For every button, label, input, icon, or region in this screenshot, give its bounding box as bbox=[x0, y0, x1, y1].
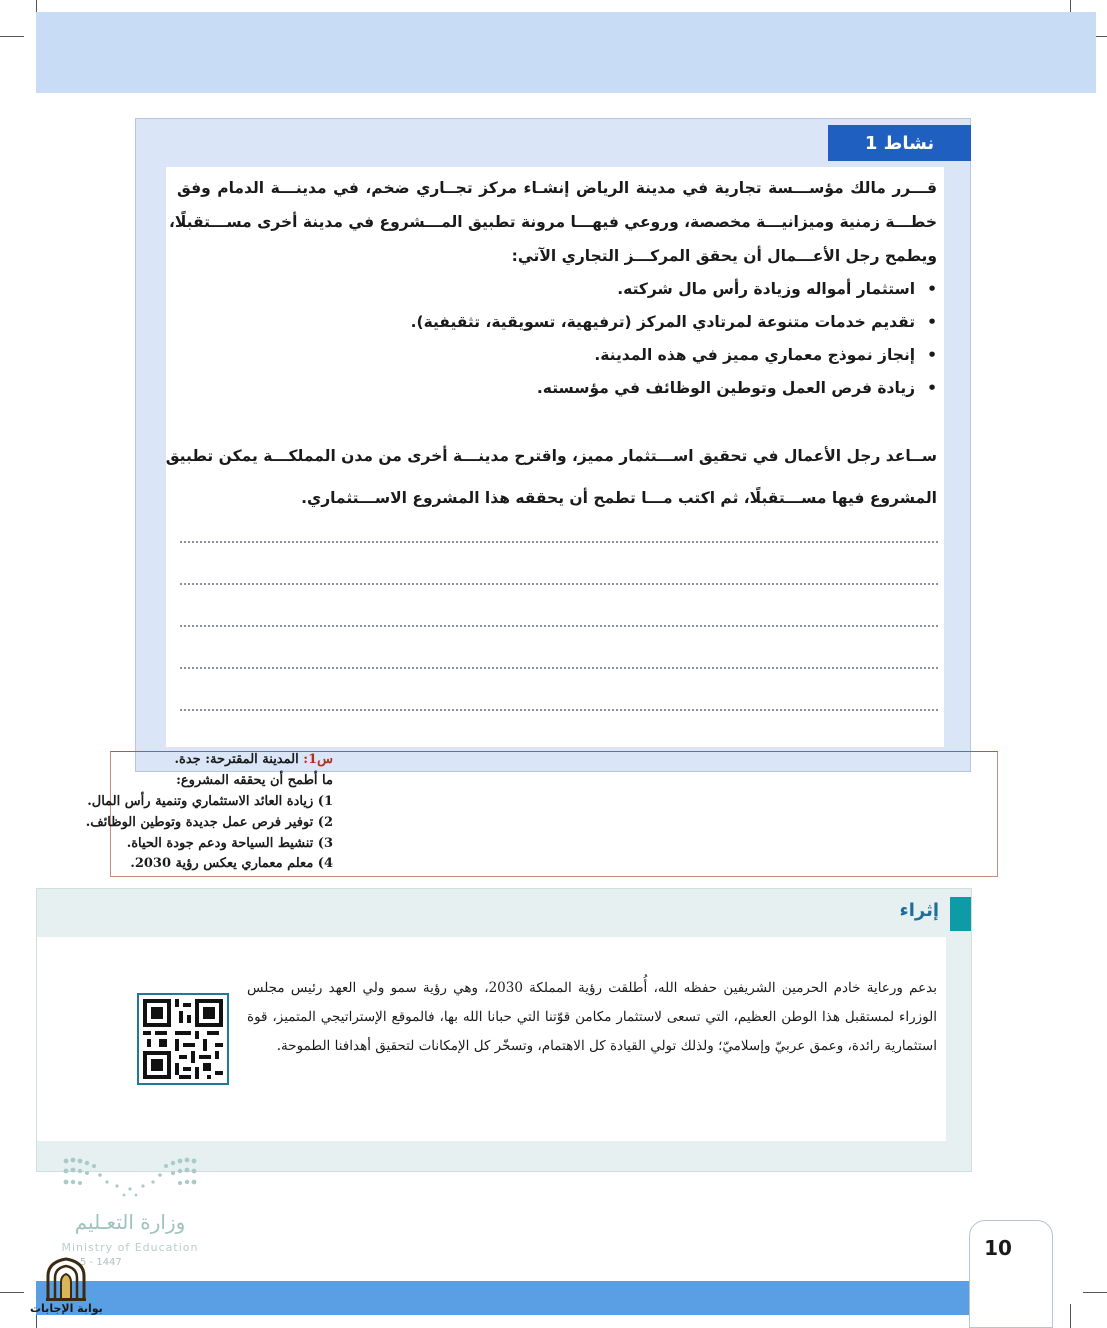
enrichment-text-line: الوزراء لمستقبل هذا الوطن العظيم، التي تسعى لاستثمار مكامن قوّتنا التي حبانا الله بها، فالموقع الإستراتيجي المتميز، قوة bbox=[247, 1009, 937, 1025]
answer-writing-line[interactable] bbox=[180, 667, 938, 669]
crop-mark bbox=[1083, 1292, 1107, 1293]
answer-item: 2) توفير فرص عمل جديدة وتوطين الوظائف. bbox=[85, 815, 333, 830]
answer-item: 4) معلم معماري يعكس رؤية 2030. bbox=[130, 856, 333, 871]
activity-paragraph-line: خطـــة زمنية وميزانيـــة مخصصة، وروعي فيهـــا مرونة تطبيق المـــشروع في مدينة أخرى مســـتقبلًا، bbox=[168, 213, 937, 231]
answer-line-city bbox=[174, 752, 333, 767]
answer-line-heading: ما أطمح أن يحققه المشروع: bbox=[176, 773, 333, 788]
answer-city-text: المدينة المقترحة: جدة. bbox=[174, 752, 299, 767]
gate-logo-label: بوابة الإجابات bbox=[30, 1302, 103, 1315]
activity-paragraph-line: ويطمح رجل الأعـــمال أن يحقق المركـــز التجاري الآتي: bbox=[511, 247, 937, 265]
answer-item: 1) زيادة العائد الاستثماري وتنمية رأس المال. bbox=[87, 794, 333, 809]
answer-writing-line[interactable] bbox=[180, 541, 938, 543]
qr-code-icon[interactable] bbox=[137, 993, 229, 1085]
activity-bullet-item: • تقديم خدمات متنوعة لمرتادي المركز (ترفيهية، تسويقية، تثقيفية). bbox=[411, 313, 937, 331]
crop-mark bbox=[1070, 1304, 1071, 1328]
enrichment-title: إثراء bbox=[899, 900, 939, 921]
ministry-logo-icon bbox=[62, 1155, 198, 1199]
enrichment-text-line: بدعم ورعاية خادم الحرمين الشريفين حفظه الله، أُطلقت رؤية المملكة 2030، وهي رؤية سمو ولي العهد رئيس مجلس bbox=[247, 980, 937, 996]
ministry-name-arabic: وزارة التعـليم bbox=[74, 1210, 186, 1234]
gate-logo-icon bbox=[44, 1256, 88, 1302]
page-number: 10 bbox=[984, 1236, 1012, 1260]
top-header-band bbox=[36, 12, 1096, 93]
activity-badge: نشاط 1 bbox=[828, 125, 971, 161]
activity-question-line: ســاعد رجل الأعمال في تحقيق اســـتثمار مميز، واقترح مدينـــة أخرى من مدن المملكـــة يمكن تطبيق bbox=[165, 447, 937, 465]
answer-item: 3) تنشيط السياحة ودعم جودة الحياة. bbox=[126, 836, 333, 851]
enrichment-accent-bar bbox=[950, 897, 971, 931]
bottom-footer-band bbox=[36, 1281, 971, 1315]
crop-mark bbox=[0, 1292, 24, 1293]
answer-writing-line[interactable] bbox=[180, 709, 938, 711]
activity-question-line: المشروع فيها مســـتقبلًا، ثم اكتب مـــا تطمح أن يحققه هذا المشروع الاســـتثماري. bbox=[301, 489, 937, 507]
answer-writing-line[interactable] bbox=[180, 583, 938, 585]
ministry-name-english: Ministry of Education bbox=[61, 1241, 199, 1254]
crop-mark bbox=[0, 36, 24, 37]
ministry-year: 5 - 1447 bbox=[80, 1257, 122, 1268]
activity-paragraph-line: قـــرر مالك مؤســـسة تجارية في مدينة الرياض إنشـاء مركز تجــاري ضخم، في مدينـــة الدمام وفق bbox=[177, 179, 937, 197]
activity-bullet-item: • زيادة فرص العمل وتوطين الوظائف في مؤسسته. bbox=[537, 379, 937, 397]
enrichment-text-line: استثمارية رائدة، وعمق عربيّ وإسلاميّ؛ ولذلك تولي القيادة كل الاهتمام، وتسخّر كل الإمكانات لتحقيق أهدافنا الطموحة. bbox=[276, 1038, 937, 1054]
answer-question-label: س1: bbox=[303, 752, 333, 767]
activity-bullet-item: • إنجاز نموذج معماري مميز في هذه المدينة. bbox=[594, 346, 937, 364]
answer-writing-line[interactable] bbox=[180, 625, 938, 627]
activity-bullet-item: • استثمار أمواله وزيادة رأس مال شركته. bbox=[617, 280, 937, 298]
